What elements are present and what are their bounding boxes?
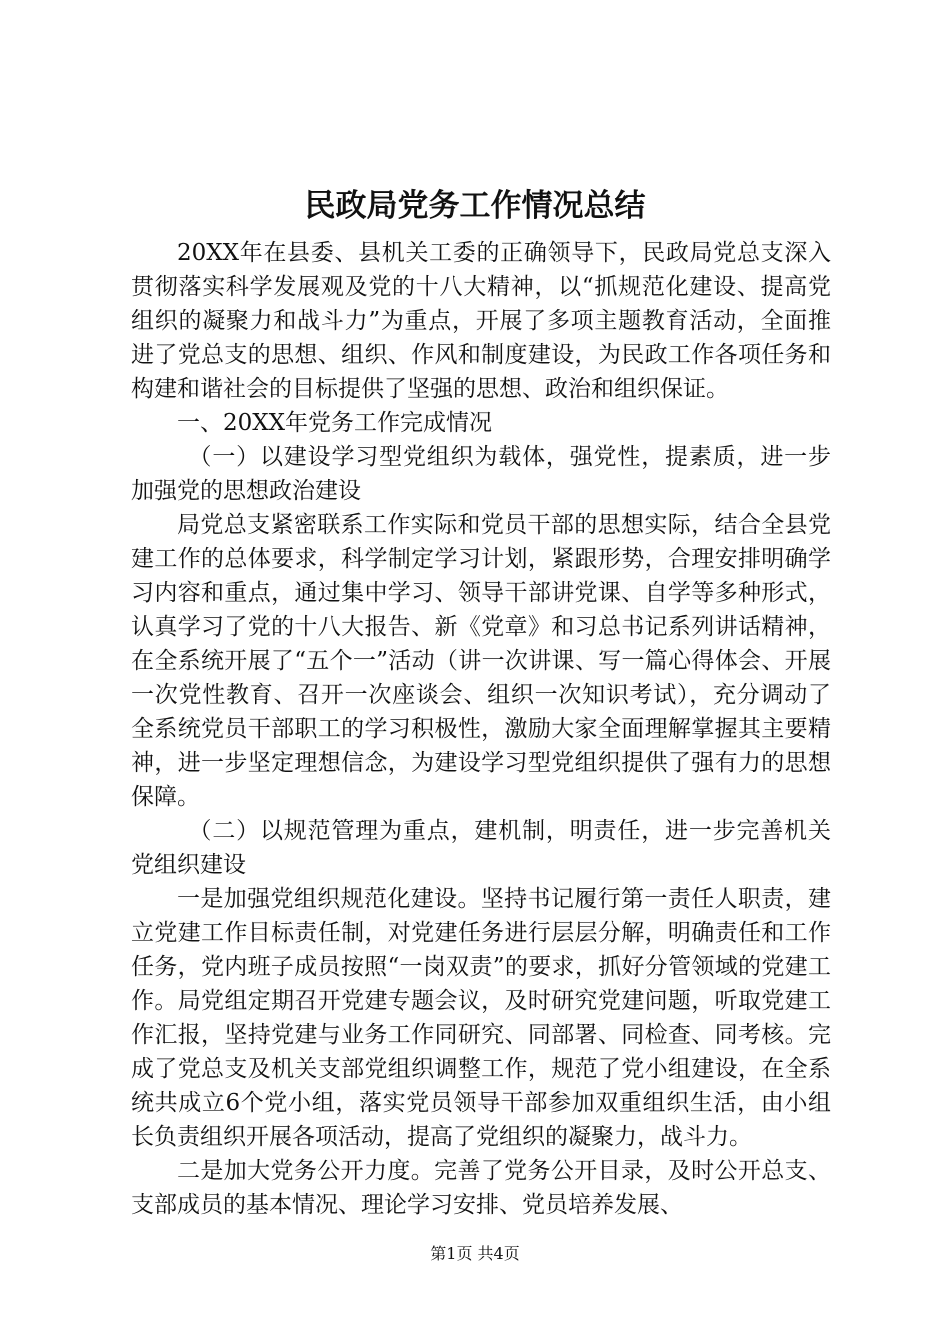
paragraph-study: 局党总支紧密联系工作实际和党员干部的思想实际，结合全县党建工作的总体要求，科学制定学习计划，紧跟形势，合理安排明确学习内容和重点，通过集中学习、领导干部讲党课、自学等多种形式，认真学习了党的十八大报告、新《党章》和习总书记系列讲话精神，在全系统开展了“五个一”活动（讲一次讲课、写一篇心得体会、开展一次党性教育、召开一次座谈会、组织一次知识考试），充分调动了全系统党员干部职工的学习积极性，激励大家全面理解掌握其主要精神，进一步坚定理想信念，为建设学习型党组织提供了强有力的思想保障。 bbox=[131, 512, 831, 810]
paragraph-standardization: 一是加强党组织规范化建设。坚持书记履行第一责任人职责，建立党建工作目标责任制，对党建任务进行层层分解，明确责任和工作任务，党内班子成员按照“一岗双责”的要求，抓好分管领域的党建工作。局党组定期召开党建专题会议，及时研究党建问题，听取党建工作汇报，坚持党建与业务工作同研究、同部署、同检查、同考核。完成了党总支及机关支部党组织调整工作，规范了党小组建设，在全系统共成立6个党小组，落实党员领导干部参加双重组织生活，由小组长负责组织开展各项活动，提高了党组织的凝聚力，战斗力。 bbox=[131, 886, 831, 1150]
subsection-heading-1: （一）以建设学习型党组织为载体，强党性，提素质，进一步加强党的思想政治建设 bbox=[131, 444, 831, 504]
section-heading-1: 一、20XX年党务工作完成情况 bbox=[177, 410, 493, 436]
document-title: 民政局党务工作情况总结 bbox=[304, 188, 646, 224]
subsection-heading-2: （二）以规范管理为重点，建机制，明责任，进一步完善机关党组织建设 bbox=[131, 818, 831, 878]
page-footer: 第1页 共4页 bbox=[430, 1244, 520, 1263]
paragraph-disclosure: 二是加大党务公开力度。完善了党务公开目录，及时公开总支、支部成员的基本情况、理论学习安排、党员培养发展、 bbox=[131, 1158, 831, 1218]
paragraph-intro: 20XX年在县委、县机关工委的正确领导下，民政局党总支深入贯彻落实科学发展观及党的十八大精神，以“抓规范化建设、提高党组织的凝聚力和战斗力”为重点，开展了多项主题教育活动，全面推进了党总支的思想、组织、作风和制度建设，为民政工作各项任务和构建和谐社会的目标提供了坚强的思想、政治和组织保证。 bbox=[131, 240, 831, 402]
document-body bbox=[131, 236, 831, 1222]
